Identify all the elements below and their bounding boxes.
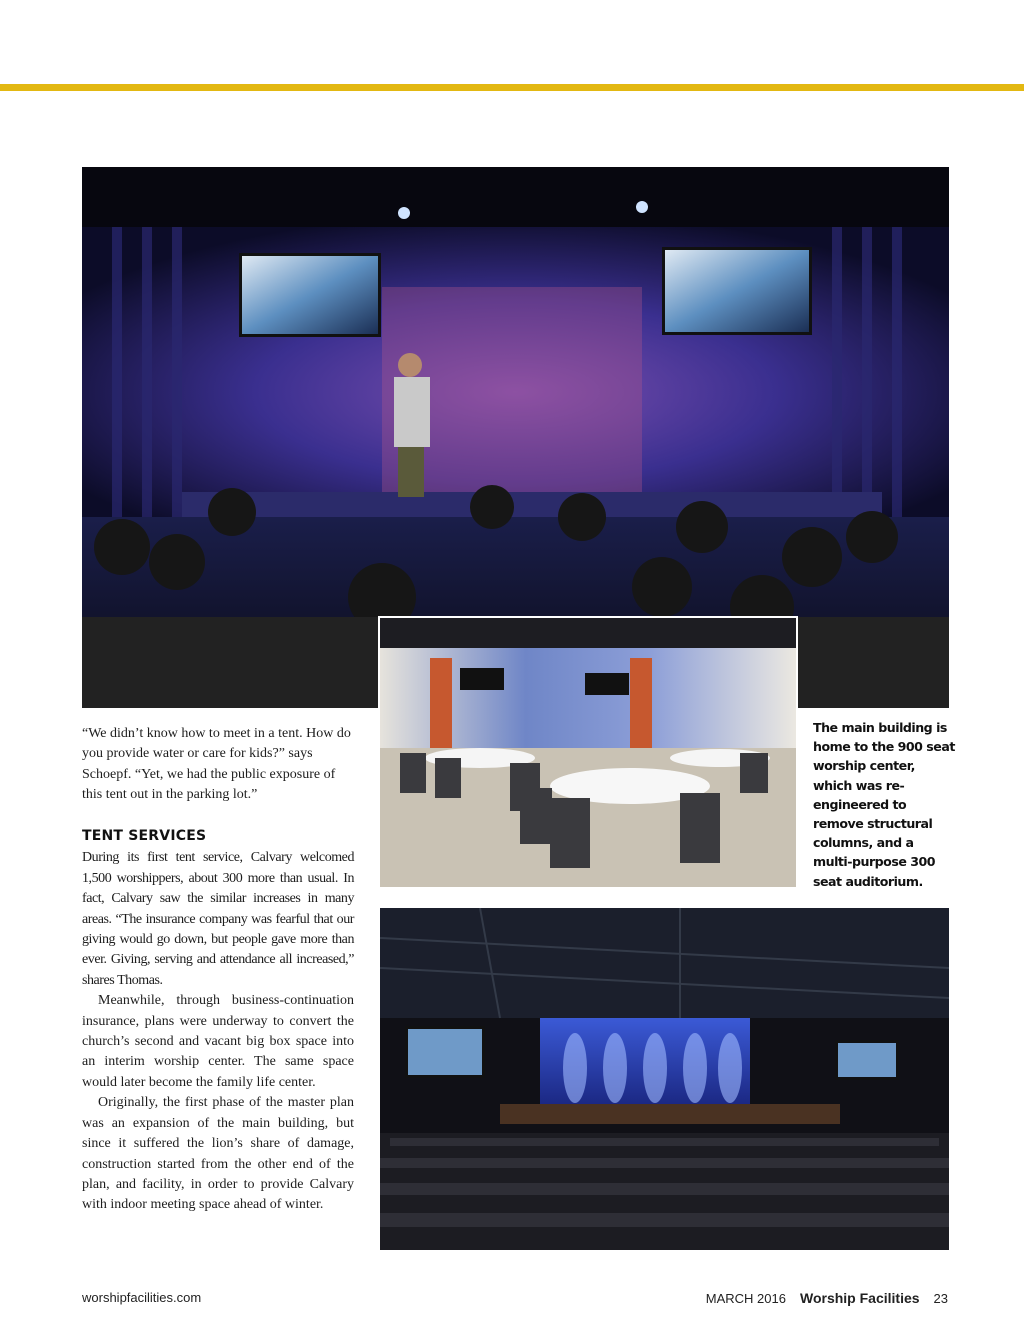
page-number: 23 <box>933 1291 948 1306</box>
body-paragraph: Originally, the first phase of the master plan was an expansion of the main building, but since it suffered the lion’s share of damage, construction started from the other end of the plan, and facility, in order to provide Calvary with indoor meeting space ahead of winter. <box>82 1095 354 1213</box>
body-paragraph: Meanwhile, through business-continuation insurance, plans were underway to convert the church’s second and vacant big box space into an interim worship center. The same space would later become the family life center. <box>82 993 354 1090</box>
photo-caption: The main building is home to the 900 seat worship center, which was re-engineered to remove structural columns, and a multi-purpose 300 seat auditorium. <box>813 720 955 889</box>
header-accent-bar <box>0 84 1024 91</box>
publication-name: Worship Facilities <box>799 1290 920 1306</box>
article-intro-column <box>82 724 354 806</box>
issue-date: MARCH 2016 <box>705 1291 786 1306</box>
section-heading: TENT SERVICES <box>82 828 207 844</box>
article-body-column <box>82 826 354 1216</box>
body-paragraph: During its first tent service, Calvary welcomed 1,500 worshippers, about 300 more than usual. In fact, Calvary saw the similar increases in many areas. “The insurance company was fearful that our giving would go down, but people gave more than ever. Giving, serving and attendance all increased,” shares Thomas. <box>82 850 354 988</box>
footer-meta <box>706 1290 948 1306</box>
quote-paragraph: “We didn’t know how to meet in a tent. How do you provide water or care for kids?” says Schoepf. “Yet, we had the public exposure of this tent out in the parking lot.” <box>82 726 351 803</box>
auditorium-seating-photo <box>380 908 949 1250</box>
multi-purpose-auditorium-photo <box>378 616 798 889</box>
footer-website: worshipfacilities.com <box>82 1290 202 1305</box>
